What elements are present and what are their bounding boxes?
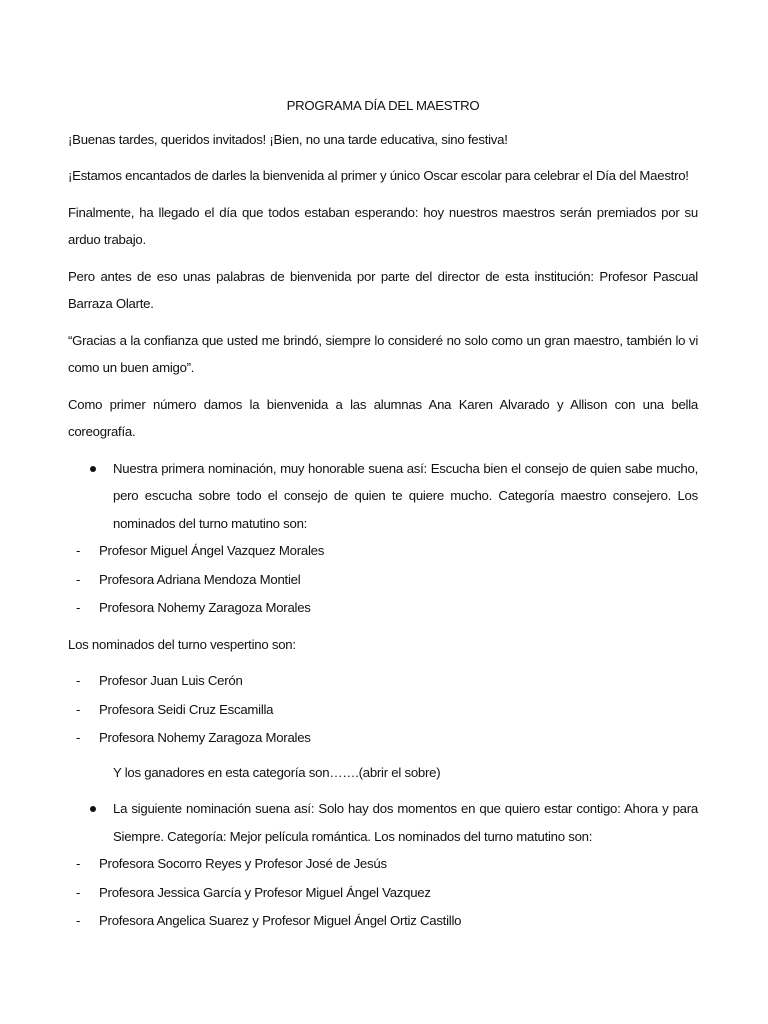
paragraph-welcome: ¡Estamos encantados de darles la bienvenida al primer y único Oscar escolar para celebrar el Día del Maestro!	[68, 168, 689, 183]
dash-marker: -	[76, 673, 81, 688]
paragraph-first-number: Como primer número damos la bienvenida a las alumnas Ana Karen Alvarado y Allison con una bella coreografía.	[68, 396, 698, 439]
document-title: PROGRAMA DÍA DEL MAESTRO	[286, 98, 480, 113]
list-item: - Profesor Miguel Ángel Vazquez Morales	[68, 537, 698, 566]
nominee-list-matutino-1	[68, 537, 698, 623]
list-item: - Profesora Jessica García y Profesor Miguel Ángel Vazquez	[68, 879, 698, 908]
list-item: - Profesora Socorro Reyes y Profesor José de Jesús	[68, 850, 698, 879]
list-item: - Profesora Adriana Mendoza Montiel	[68, 566, 698, 595]
dash-marker: -	[76, 701, 81, 717]
paragraph-finally: Finalmente, ha llegado el día que todos estaban esperando: hoy nuestros maestros serán premiados por su arduo trabajo.	[68, 204, 698, 247]
paragraph-winners: Y los ganadores en esta categoría son…….(abrir el sobre)	[113, 764, 441, 780]
list-item: - Profesor Juan Luis Cerón	[68, 667, 698, 696]
dash-marker: -	[76, 543, 81, 558]
nominee-list-vespertino	[68, 667, 698, 753]
list-item: - Profesora Nohemy Zaragoza Morales	[68, 724, 698, 753]
paragraph-vespertino: Los nominados del turno vespertino son:	[68, 636, 296, 652]
dash-marker: -	[76, 856, 81, 871]
bullet-item-first-nomination	[68, 455, 698, 538]
bullet-text: Nuestra primera nominación, muy honorable suena así: Escucha bien el consejo de quien sabe mucho, pero escucha sobre todo el consejo de quien te quiere mucho. Categoría maestro consejero. Los nominados del turno matutino son:	[113, 460, 698, 531]
dash-marker: -	[76, 913, 81, 928]
dash-marker: -	[76, 730, 81, 745]
paragraph-greeting: ¡Buenas tardes, queridos invitados! ¡Bien, no una tarde educativa, sino festiva!	[68, 131, 508, 147]
bullet-icon	[90, 806, 96, 812]
bullet-item-second-nomination	[68, 795, 698, 850]
nominee-list-matutino-2	[68, 850, 698, 936]
list-item: - Profesora Angelica Suarez y Profesor Miguel Ángel Ortiz Castillo	[68, 907, 698, 936]
dash-marker: -	[76, 600, 81, 615]
dash-marker: -	[76, 884, 81, 900]
bullet-icon	[90, 466, 96, 472]
paragraph-quote: “Gracias a la confianza que usted me brindó, siempre lo consideré no solo como un gran maestro, también lo vi como un buen amigo”.	[68, 332, 698, 375]
list-item: - Profesora Seidi Cruz Escamilla	[68, 696, 698, 725]
paragraph-director: Pero antes de eso unas palabras de bienvenida por parte del director de esta institución: Profesor Pascual Barraza Olarte.	[68, 268, 698, 311]
dash-marker: -	[76, 571, 81, 587]
bullet-text: La siguiente nominación suena así: Solo hay dos momentos en que quiero estar contigo: Ahora y para Siempre. Categoría: Mejor película romántica. Los nominados del turno matutino son:	[113, 801, 698, 844]
list-item: - Profesora Nohemy Zaragoza Morales	[68, 594, 698, 623]
